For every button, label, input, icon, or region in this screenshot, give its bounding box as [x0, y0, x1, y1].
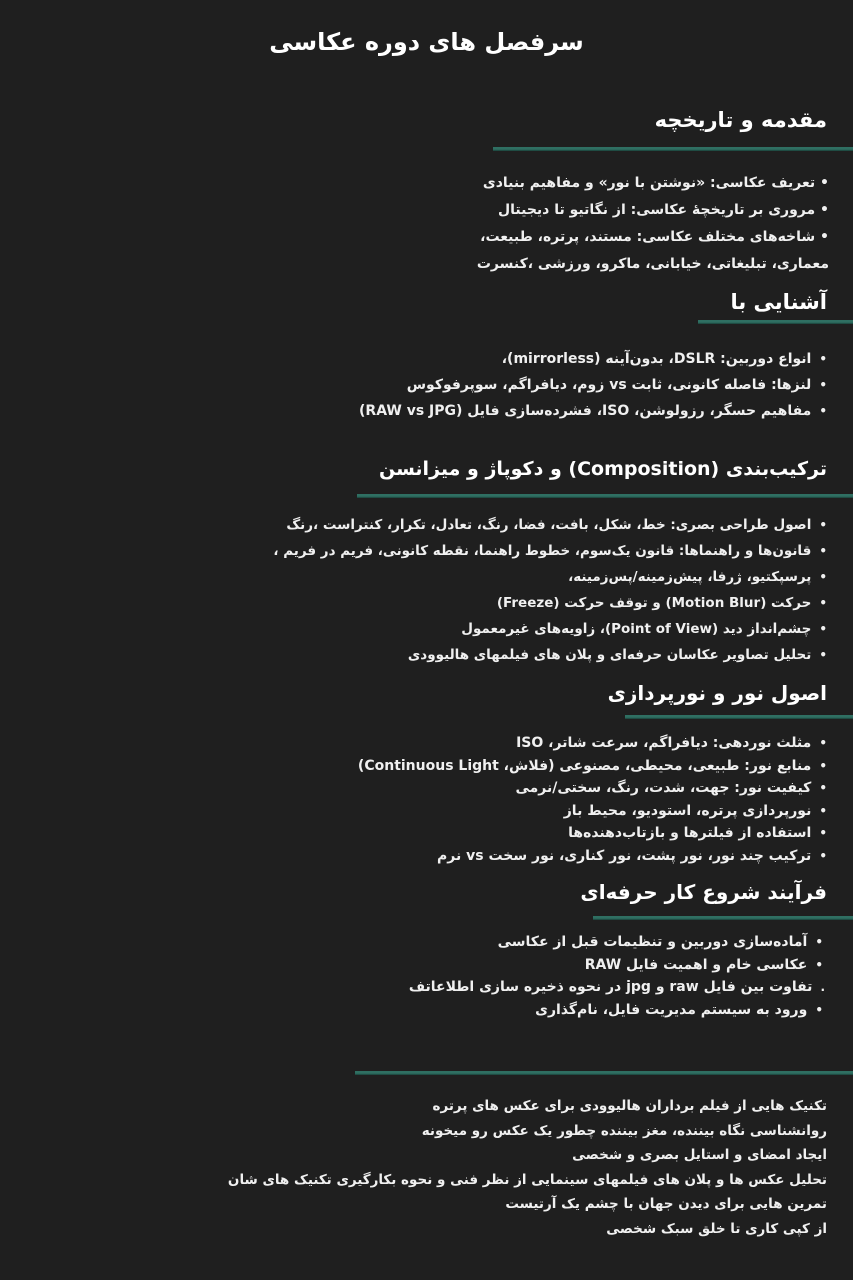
bullet-icon: • [819, 848, 827, 863]
section-heading: اصول نور و نورپردازی [607, 681, 827, 705]
list-item: • تعریف عکاسی: «نوشتن با نور» و مفاهیم بنیادی [482, 175, 829, 191]
list-item [8, 538, 827, 564]
section-list [8, 170, 829, 278]
list-item [8, 755, 827, 778]
list-item [8, 372, 827, 398]
list-item [8, 931, 823, 954]
bullet-icon: • [819, 570, 827, 584]
list-item-text: لنزها: فاصله کانونی، ثابت vs زوم، دیافراگم، سوپرفوکوس [406, 377, 812, 393]
list-item: ایجاد امضای و استایل بصری و شخصی [572, 1147, 827, 1163]
bullet-icon: • [815, 935, 823, 949]
section-divider [698, 320, 853, 324]
list-item-text: پرسپکتیو، ژرفا، پیش‌زمینه/پس‌زمینه، [568, 569, 812, 585]
section-list [8, 732, 827, 867]
list-item [8, 616, 827, 642]
section-divider [357, 494, 853, 498]
list-item-text: حرکت (Motion Blur) و توقف حرکت (Freeze) [496, 595, 812, 611]
list-item: تحلیل عکس ها و پلان های فیلمهای سینمایی از نظر فنی و نحوه بکارگیری تکنیک های شان [227, 1171, 827, 1188]
bullet-icon: • [819, 352, 827, 366]
bullet-icon: • [819, 544, 827, 558]
list-item [8, 954, 823, 977]
list-item-text: تفاوت بین فایل raw و jpg در نحوه ذخیره سازی اطلاعاتف [408, 979, 813, 995]
section-divider [593, 916, 853, 920]
bullet-icon: • [819, 648, 827, 662]
section-divider [493, 147, 853, 151]
list-item: • مروری بر تاریخچهٔ عکاسی: از نگاتیو تا دیجیتال [497, 202, 829, 218]
list-item [8, 822, 827, 845]
list-item-text: تحلیل تصاویر عکاسان حرفه‌ای و پلان های فیلمهای هالیوودی [407, 647, 812, 663]
list-item-text: ورود به سیستم مدیریت فایل، نام‌گذاری [535, 1001, 808, 1018]
section-intro-history [0, 108, 853, 132]
list-item-text: استفاده از فیلترها و بازتاب‌دهنده‌ها [568, 825, 812, 841]
section-lighting [0, 681, 853, 705]
list-item-text: عکاسی خام و اهمیت فایل RAW [584, 956, 808, 973]
list-item [8, 564, 827, 590]
section-composition [0, 458, 853, 480]
bullet-icon: • [819, 518, 827, 532]
list-item [8, 642, 827, 668]
list-item-text: مفاهیم حسگر، رزولوشن، ISO، فشرده‌سازی فایل (RAW vs JPG) [359, 403, 812, 419]
bullet-icon: • [819, 622, 827, 636]
page-title: سرفصل های دوره عکاسی [269, 28, 584, 56]
bullet-icon: • [819, 404, 827, 418]
list-item [8, 512, 827, 538]
bullet-icon: • [819, 378, 827, 392]
list-item: تمرین هایی برای دیدن جهان با چشم یک آرتیست [505, 1196, 827, 1212]
list-item: • شاخه‌های مختلف عکاسی: مستند، پرتره، طبیعت، [480, 229, 829, 245]
list-item [8, 976, 825, 999]
bullet-icon: • [819, 596, 827, 610]
section-professional-workflow [0, 880, 853, 904]
list-item-text: آماده‌سازی دوربین و تنظیمات قبل از عکاسی [497, 934, 808, 950]
extras-divider [355, 1071, 853, 1075]
bullet-icon: • [815, 957, 823, 972]
bullet-icon: • [819, 803, 827, 818]
list-item [8, 398, 827, 424]
list-item [8, 590, 827, 616]
list-item [8, 845, 827, 868]
list-item-text: اصول طراحی بصری: خط، شکل، بافت، فضا، رنگ، تعادل، تکرار، کنتراست ،رنگ [286, 517, 812, 533]
list-item: تکنیک هایی از فیلم برداران هالیوودی برای عکس های پرتره [432, 1098, 827, 1114]
bullet-icon: • [819, 781, 827, 795]
list-item [8, 999, 823, 1022]
section-list [8, 512, 827, 668]
list-item-text: نورپردازی پرتره، استودیو، محیط باز [563, 802, 812, 819]
list-item-text: مثلث نوردهی: دیافراگم، سرعت شاتر، ISO [516, 735, 812, 751]
list-item-text: ترکیب چند نور، نور پشت، نور کناری، نور سخت vs نرم [437, 847, 812, 864]
section-familiarity [0, 290, 853, 314]
section-heading: فرآیند شروع کار حرفه‌ای [580, 880, 827, 904]
list-item-text: قانون‌ها و راهنماها: قانون یک‌سوم، خطوط راهنما، نقطه کانونی، فریم در فریم ، [273, 543, 812, 559]
extras-list [8, 1094, 827, 1241]
list-item: معماری، تبلیغاتی، خیابانی، ماکرو، ورزشی ،کنسرت [476, 256, 829, 272]
list-item: از کپی کاری تا خلق سبک شخصی [606, 1220, 827, 1237]
section-list [8, 346, 827, 424]
section-heading: ترکیب‌بندی (Composition) و دکوپاژ و میزانسن [378, 458, 827, 480]
list-item-text: کیفیت نور: جهت، شدت، رنگ، سختی/نرمی [515, 780, 812, 796]
bullet-icon: • [819, 736, 827, 750]
list-item: روانشناسی نگاه بیننده، مغز بیننده چطور یک عکس رو میخونه [421, 1122, 827, 1139]
bullet-icon: • [815, 1002, 823, 1017]
list-item-text: منابع نور: طبیعی، محیطی، مصنوعی (فلاش، Continuous Light) [357, 757, 812, 774]
list-item [8, 346, 827, 372]
bullet-icon: • [819, 758, 827, 773]
bullet-icon: • [819, 826, 827, 840]
list-item [8, 777, 827, 800]
list-item-text: انواع دوربین: DSLR، بدون‌آینه (mirrorless)، [501, 351, 812, 367]
list-item-text: چشم‌انداز دید (Point of View)، زاویه‌های غیرمعمول [461, 621, 812, 637]
section-heading: آشنایی با [730, 290, 827, 314]
list-item [8, 800, 827, 823]
bullet-icon: . [820, 980, 825, 994]
section-heading: مقدمه و تاریخچه [654, 108, 827, 132]
section-list [8, 931, 823, 1021]
list-item [8, 732, 827, 755]
section-divider [625, 715, 853, 719]
